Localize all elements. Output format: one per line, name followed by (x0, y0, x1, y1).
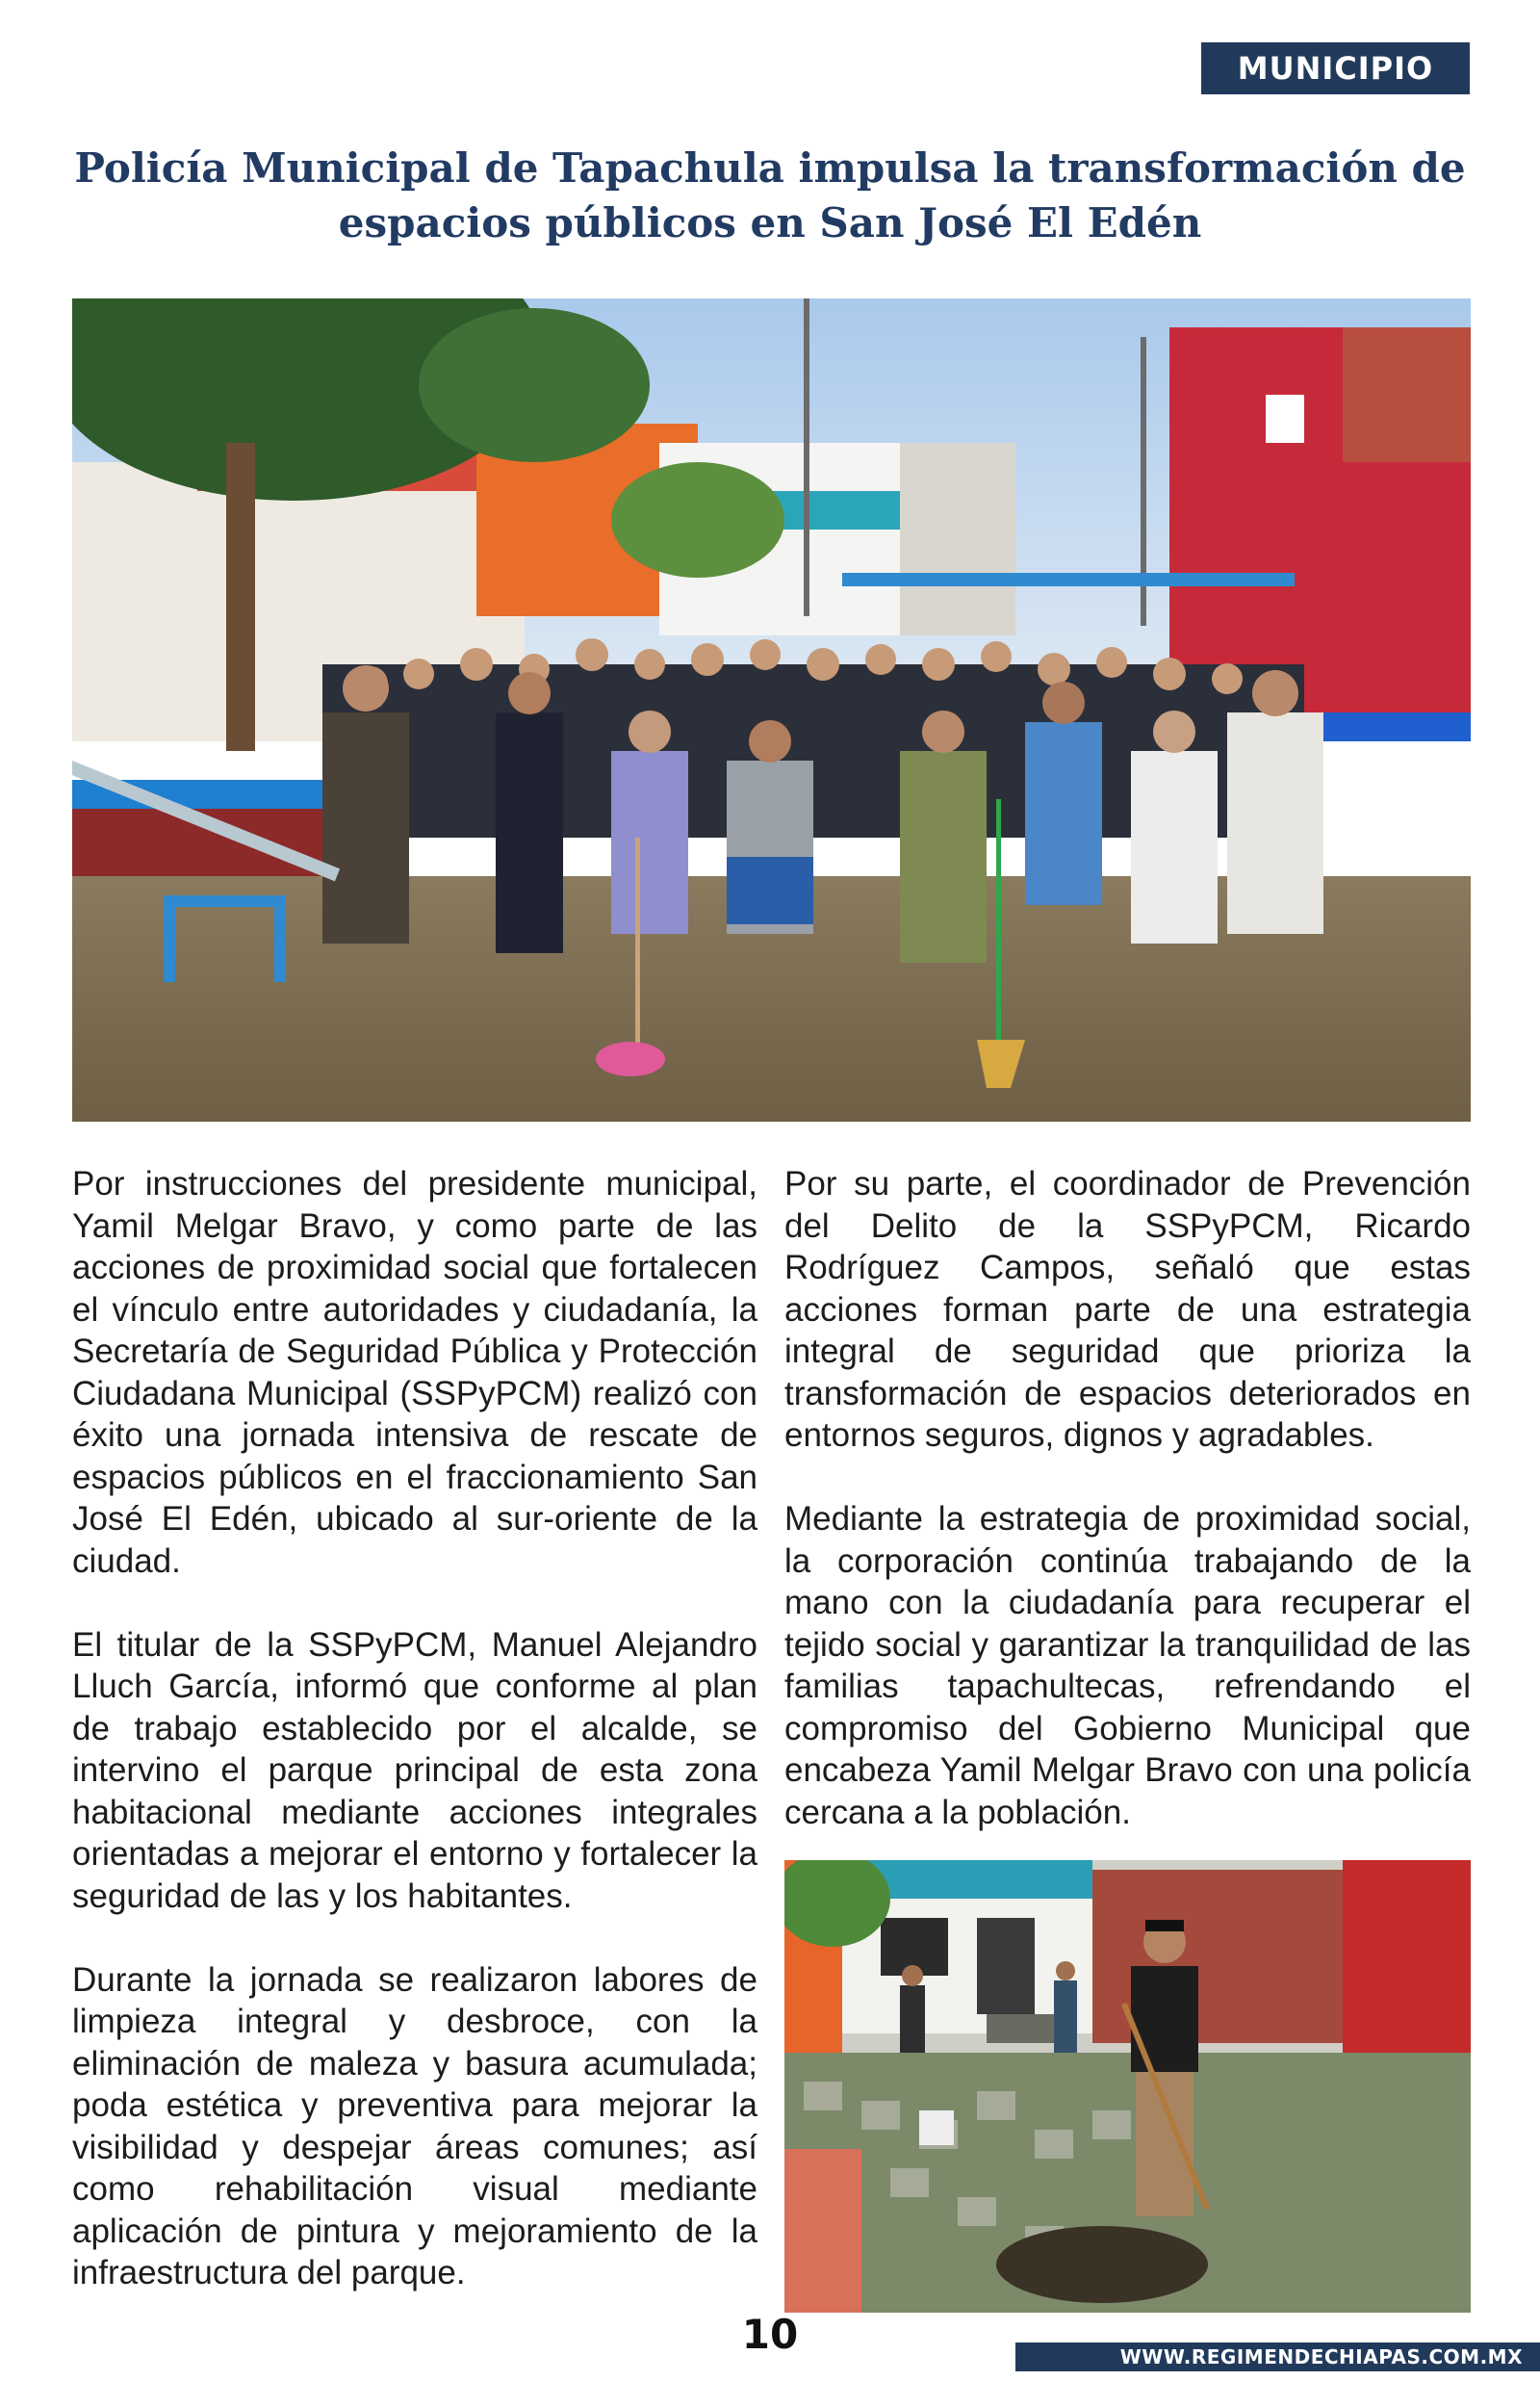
paragraph: Durante la jornada se realizaron labores de limpieza integral y desbroce, con la eliminación de maleza y basura acumulada; poda estética y preventiva para mejorar la visibilidad y despejar áreas comunes; así como rehabilitación visual mediante aplicación de pintura y mejoramiento de la infraestructura del parque. (72, 1960, 757, 2291)
paragraph: Mediante la estrategia de proximidad social, la corporación continúa trabajando de la mano con la ciudadanía para recuperar el tejido social y garantizar la tranquilidad de las familias tapachultecas, refrendando el compromiso del Gobierno Municipal que encabeza Yamil Melgar Bravo con una policía cercana a la población. (784, 1500, 1471, 1831)
paragraph: Por instrucciones del presidente municipal, Yamil Melgar Bravo, y como parte de las acciones de proximidad social que fortalecen el vínculo entre autoridades y ciudadanía, la Secretaría de Seguridad Pública y Protección Ciudadana Municipal (SSPyPCM) realizó con éxito una jornada intensiva de rescate de espacios públicos en el fraccionamiento San José El Edén, ubicado al sur-oriente de la ciudad. (72, 1165, 757, 1580)
page-number: 10 (741, 2311, 799, 2358)
article-title: Policía Municipal de Tapachula impulsa la transformación de espacios públicos en San José El Edén (74, 144, 1466, 246)
paragraph: Por su parte, el coordinador de Prevención del Delito de la SSPyPCM, Ricardo Rodríguez Campos, señaló que estas acciones forman parte de una estrategia integral de seguridad que prioriza la transformación de espacios deteriorados en entornos seguros, dignos y agradables. (784, 1165, 1471, 1454)
section-tag (1201, 42, 1470, 94)
article-body-right (784, 1163, 1471, 1876)
footer-bar (1015, 2342, 1540, 2371)
paragraph: El titular de la SSPyPCM, Manuel Alejandro Lluch García, informó que conforme al plan de trabajo establecido por el alcalde, se intervino el parque principal de esta zona habitacional mediante acciones integrales orientadas a mejorar el entorno y fortalecer la seguridad de las y los habitantes. (72, 1625, 757, 1915)
officer-sweeping-photo (784, 1860, 1471, 2313)
website-link[interactable]: WWW.REGIMENDECHIAPAS.COM.MX (1119, 2345, 1523, 2368)
article-body-left (72, 1163, 757, 2336)
group-photo (72, 298, 1471, 1122)
section-label: MUNICIPIO (1237, 50, 1434, 87)
